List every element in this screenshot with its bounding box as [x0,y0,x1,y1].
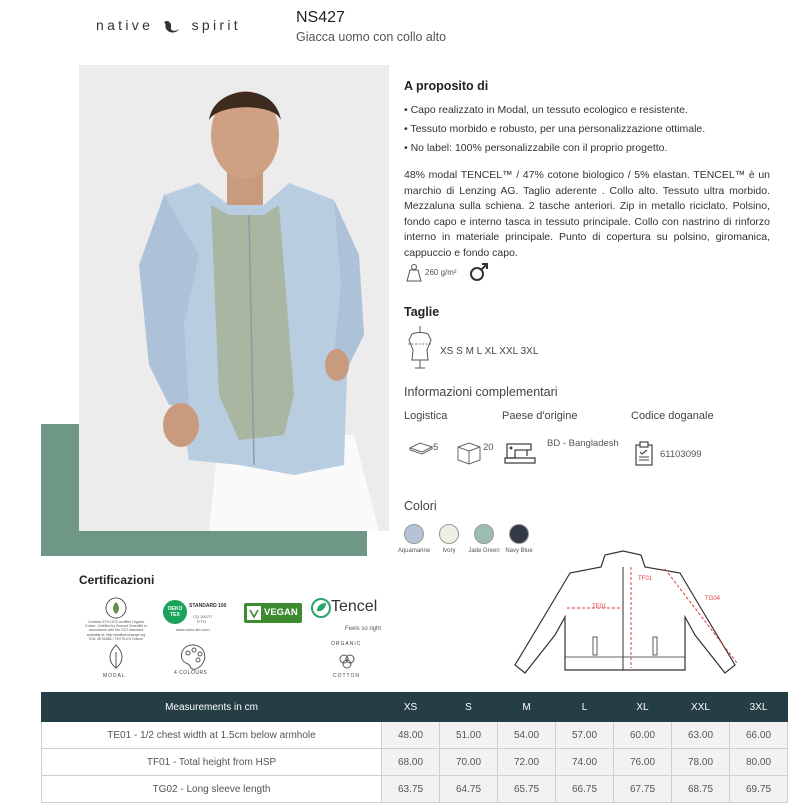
mannequin-icon [404,326,436,370]
palette-icon [176,640,210,674]
header-cell: Measurements in cm [42,693,382,722]
about-bullet: • Capo realizzato in Modal, un tessuto ecologico e resistente. [404,104,688,116]
table-cell: 72.00 [498,749,556,776]
table-cell: 66.75 [556,776,614,803]
brand-name-left: native [96,17,154,33]
oeko-institute: IFTH [197,619,206,624]
jacket-tech-drawing [505,545,765,685]
table-cell: 63.00 [672,722,730,749]
table-cell: 76.00 [614,749,672,776]
about-bullet: • No label: 100% personalizzabile con il proprio progetto. [404,142,668,154]
colors-title: Colori [404,499,437,513]
color-swatch[interactable] [439,524,459,544]
sizes-title: Taglie [404,305,440,319]
table-cell: 65.75 [498,776,556,803]
product-code: NS427 [296,9,345,26]
cotton-label: COTTON [333,673,361,679]
table-cell: 78.00 [672,749,730,776]
table-row [42,749,788,776]
logistics-label: Logistica [404,410,448,422]
table-cell: 48.00 [382,722,440,749]
colours-label: 4 COLOURS [174,670,208,676]
box-icon [455,440,483,466]
size-list: XS S M L XL XXL 3XL [440,346,539,357]
header-cell: 3XL [730,693,788,722]
color-swatch[interactable] [474,524,494,544]
organic-label: ORGANIC [331,641,362,647]
vegan-badge [244,603,302,623]
vegan-label: VEGAN [264,607,298,618]
customs-code: 61103099 [660,449,702,460]
header-cell: M [498,693,556,722]
header-cell: XL [614,693,672,722]
product-subtitle: Giacca uomo con collo alto [296,30,447,44]
ocs-text: Contains 97% OCS certified Organic Cotton. Certified by Ecocert Greenlife in accordance with the OCS standard available at: http://textileexchange.org EGL 28 92684 / TEXTILES France [85,620,147,641]
certifications-title: Certificazioni [79,573,155,587]
header-cell: XXL [672,693,730,722]
customs-label: Codice doganale [631,410,714,422]
color-swatch[interactable] [509,524,529,544]
tf01-label: TF01 [638,576,653,582]
tencel-tagline: Feels so right [345,626,382,632]
color-swatch-label: Aquamarine [397,548,431,554]
table-cell: 54.00 [498,722,556,749]
table-cell: 70.00 [440,749,498,776]
color-swatch-label: Jade Green [468,548,500,554]
brand-name-right: spirit [191,17,241,33]
male-icon [468,261,490,283]
table-cell: 64.75 [440,776,498,803]
oeko-url: www.oeko-tex.com [176,627,210,632]
table-cell: 80.00 [730,749,788,776]
measure-name: TG02 - Long sleeve length [42,776,382,803]
info-title: Informazioni complementari [404,385,558,399]
origin-label: Paese d'origine [502,410,578,422]
pack-small-qty: 5 [433,442,439,453]
about-description: 48% modal TENCEL™ / 47% cotone biologico / 5% elastan. TENCEL™ è un marchio di Lenzing AG. Taglio aderente . Collo alto. Tessuto ultra morbido. Mezzaluna sulla schiena. 2 tasche anteriori. Zip in metallo riciclato. Polsino, fondo capo e interno tasca in tessuto principale. Collo con nastrino di rinforzo interno in materiale principale. Punto di copertura su polsino, giromanica, cappuccio e fondo capo. [404,169,770,259]
about-bullet: • Tessuto morbido e robusto, per una personalizzazione ottimale. [404,123,706,135]
brand-wing-icon [162,19,182,33]
weight-icon [405,263,423,283]
measurements-table [41,692,788,803]
fabric-weight: 260 g/m² [425,268,457,277]
table-cell: 67.75 [614,776,672,803]
model-illustration [79,65,389,531]
oeko-logo: OEKO TEX [163,600,187,624]
header-cell: L [556,693,614,722]
table-cell: 66.00 [730,722,788,749]
table-cell: 57.00 [556,722,614,749]
brand-logo [96,17,241,33]
oeko-number: CQ 1007/7 [193,614,213,619]
tencel-logo: Tencel [331,598,378,615]
measure-name: TE01 - 1/2 chest width at 1.5cm below armhole [42,722,382,749]
table-cell: 68.75 [672,776,730,803]
origin-value: BD - Bangladesh [547,438,619,449]
table-cell: 51.00 [440,722,498,749]
product-photo [79,65,389,531]
table-cell: 63.75 [382,776,440,803]
table-row [42,776,788,803]
ocs-logo-icon [105,597,127,619]
color-swatch[interactable] [404,524,424,544]
table-row [42,722,788,749]
package-icon [408,440,434,456]
header-cell: S [440,693,498,722]
color-swatch-label: Navy Blue [505,548,533,554]
table-header-row [42,693,788,722]
oeko-standard: STANDARD 100 [189,603,227,609]
table-cell: 74.00 [556,749,614,776]
modal-label: MODAL [103,673,126,679]
cotton-icon [336,650,358,672]
measure-name: TF01 - Total height from HSP [42,749,382,776]
header-cell: XS [382,693,440,722]
tencel-leaf-icon [310,597,332,619]
vegan-leaf-icon [247,606,261,620]
sewing-machine-icon [503,438,537,466]
tg04-label: TG04 [705,596,721,602]
table-cell: 68.00 [382,749,440,776]
pack-box-qty: 20 [483,442,494,453]
about-title: A proposito di [404,79,489,93]
color-swatch-label: Ivory [442,548,456,554]
clipboard-icon [634,441,654,467]
te01-label: TE01 [592,604,607,610]
table-cell: 60.00 [614,722,672,749]
table-cell: 69.75 [730,776,788,803]
